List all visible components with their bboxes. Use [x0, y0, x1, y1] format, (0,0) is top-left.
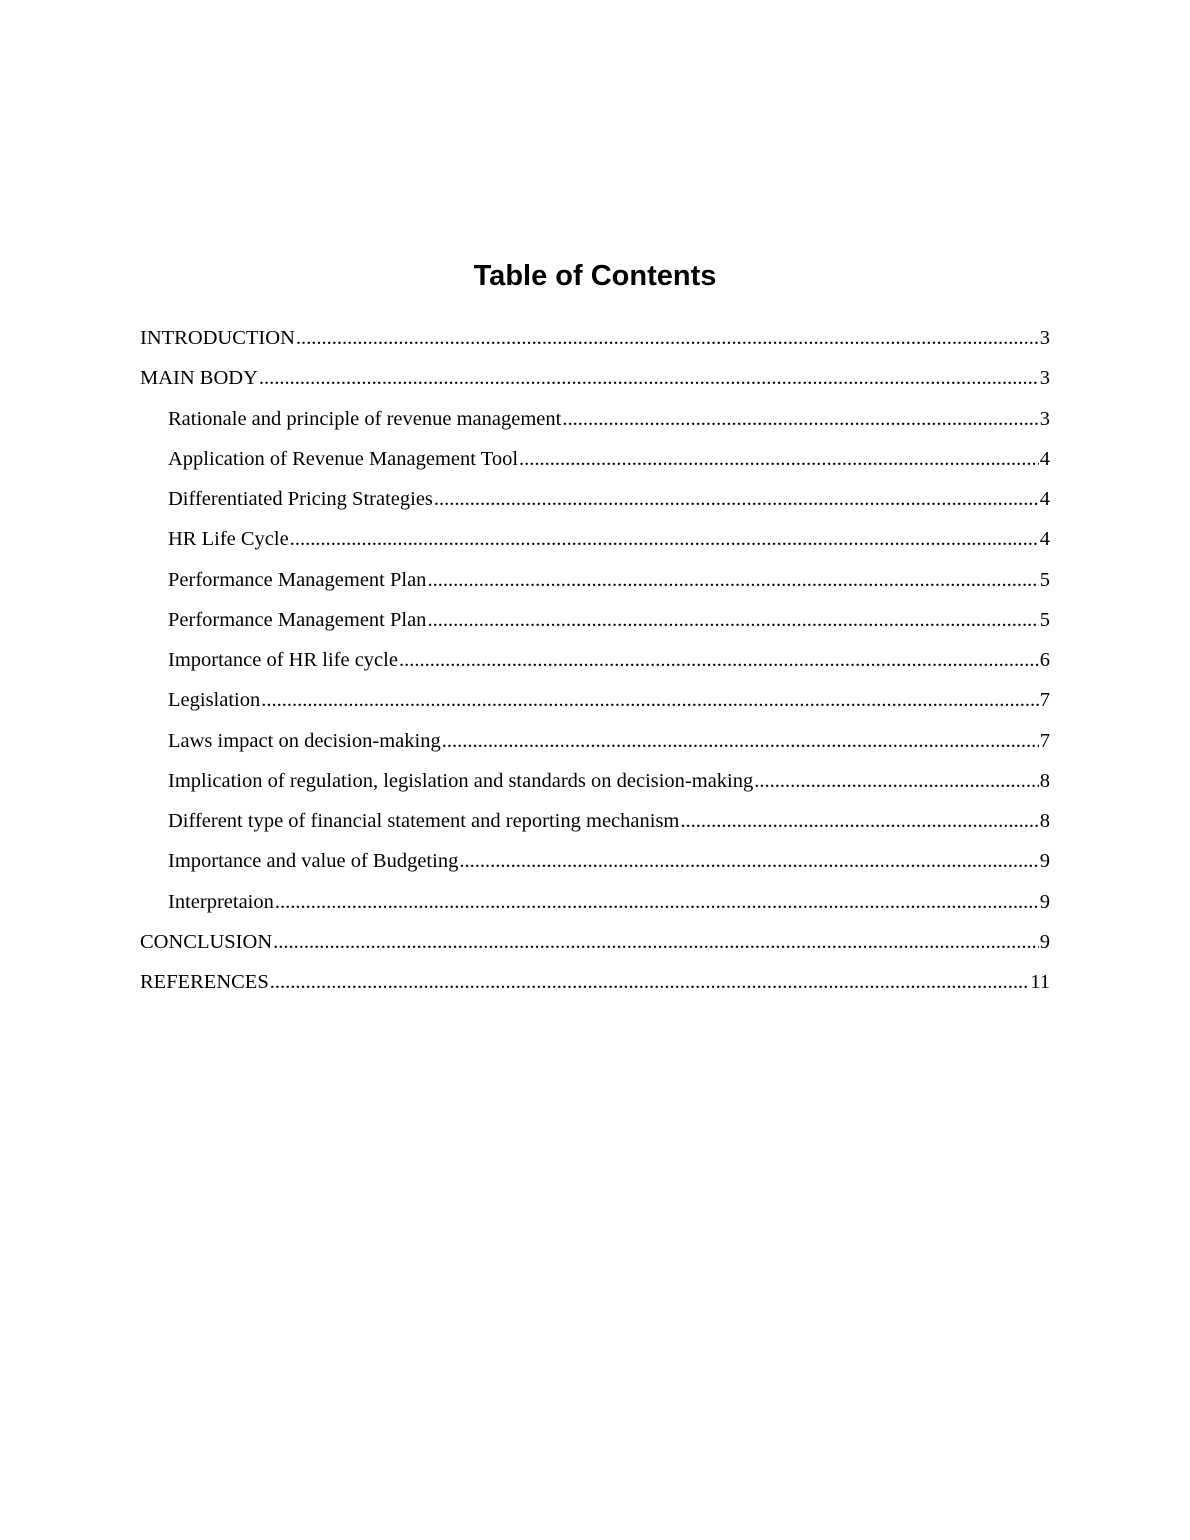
- toc-entry-rationale[interactable]: [140, 403, 1050, 443]
- toc-dot-leader: [290, 523, 1039, 555]
- toc-entry-label: HR Life Cycle: [168, 523, 290, 555]
- toc-list: [140, 322, 1050, 1006]
- toc-entry-laws-impact[interactable]: [140, 725, 1050, 765]
- toc-entry-introduction[interactable]: [140, 322, 1050, 362]
- toc-title: Table of Contents: [473, 260, 717, 292]
- toc-page-number: 4: [1039, 483, 1050, 515]
- toc-page-number: 7: [1039, 684, 1050, 716]
- toc-dot-leader: [442, 725, 1039, 757]
- toc-entry-financial-statements[interactable]: [140, 805, 1050, 845]
- toc-entry-implication-regulation[interactable]: [140, 765, 1050, 805]
- toc-entry-performance-plan[interactable]: [140, 564, 1050, 604]
- toc-entry-label: MAIN BODY: [140, 362, 259, 394]
- toc-entry-label: Rationale and principle of revenue management: [168, 403, 562, 435]
- toc-page-number: 4: [1039, 523, 1050, 555]
- toc-page-number: 7: [1039, 725, 1050, 757]
- toc-entry-label: INTRODUCTION: [140, 322, 296, 354]
- toc-dot-leader: [296, 322, 1039, 354]
- toc-entry-conclusion[interactable]: [140, 926, 1050, 966]
- toc-entry-label: Importance and value of Budgeting: [168, 845, 459, 877]
- toc-entry-label: Differentiated Pricing Strategies: [168, 483, 434, 515]
- toc-entry-hr-life-cycle[interactable]: [140, 523, 1050, 563]
- toc-page-number: 8: [1039, 805, 1050, 837]
- toc-entry-pricing-strategies[interactable]: [140, 483, 1050, 523]
- toc-page-number: 3: [1039, 322, 1050, 354]
- toc-dot-leader: [275, 886, 1039, 918]
- toc-page-number: 5: [1039, 604, 1050, 636]
- toc-page-number: 9: [1039, 886, 1050, 918]
- toc-entry-label: CONCLUSION: [140, 926, 273, 958]
- toc-dot-leader: [427, 604, 1038, 636]
- toc-entry-label: Legislation: [168, 684, 261, 716]
- toc-page-number: 6: [1039, 644, 1050, 676]
- toc-page-number: 5: [1039, 564, 1050, 596]
- toc-entry-label: Different type of financial statement and reporting mechanism: [168, 805, 680, 837]
- toc-dot-leader: [519, 443, 1039, 475]
- toc-page-number: 3: [1039, 362, 1050, 394]
- toc-dot-leader: [680, 805, 1038, 837]
- toc-entry-label: REFERENCES: [140, 966, 270, 998]
- toc-entry-label: Performance Management Plan: [168, 564, 427, 596]
- toc-page-number: 3: [1039, 403, 1050, 435]
- toc-dot-leader: [434, 483, 1039, 515]
- toc-page-number: 11: [1029, 966, 1050, 998]
- toc-entry-label: Interpretaion: [168, 886, 275, 918]
- toc-page-number: 9: [1039, 926, 1050, 958]
- toc-entry-budgeting[interactable]: [140, 845, 1050, 885]
- toc-entry-label: Laws impact on decision-making: [168, 725, 442, 757]
- toc-dot-leader: [459, 845, 1038, 877]
- toc-entry-legislation[interactable]: [140, 684, 1050, 724]
- toc-entry-label: Application of Revenue Management Tool: [168, 443, 519, 475]
- toc-entry-interpretation[interactable]: [140, 886, 1050, 926]
- toc-page-number: 8: [1039, 765, 1050, 797]
- toc-entry-revenue-tool[interactable]: [140, 443, 1050, 483]
- toc-dot-leader: [562, 403, 1038, 435]
- toc-entry-performance-plan-2[interactable]: [140, 604, 1050, 644]
- toc-dot-leader: [273, 926, 1039, 958]
- toc-entry-references[interactable]: [140, 966, 1050, 1006]
- toc-dot-leader: [270, 966, 1030, 998]
- toc-entry-label: Importance of HR life cycle: [168, 644, 399, 676]
- toc-dot-leader: [427, 564, 1038, 596]
- toc-dot-leader: [261, 684, 1039, 716]
- toc-entry-main-body[interactable]: [140, 362, 1050, 402]
- toc-entry-label: Implication of regulation, legislation and standards on decision-making: [168, 765, 754, 797]
- toc-entry-label: Performance Management Plan: [168, 604, 427, 636]
- toc-page-number: 9: [1039, 845, 1050, 877]
- toc-dot-leader: [754, 765, 1038, 797]
- toc-dot-leader: [399, 644, 1039, 676]
- toc-page-number: 4: [1039, 443, 1050, 475]
- toc-entry-hr-importance[interactable]: [140, 644, 1050, 684]
- toc-dot-leader: [259, 362, 1039, 394]
